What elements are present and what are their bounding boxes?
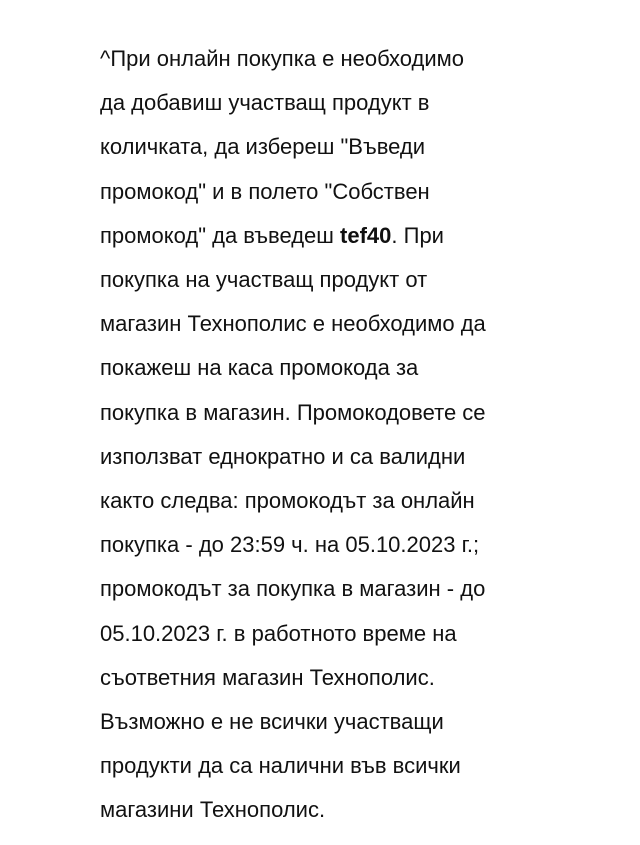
terms-line: магазини Технополис. (100, 797, 326, 823)
terms-text: промокод" да въведеш (100, 222, 341, 248)
terms-line: покупка в магазин. Промокодовете се (100, 399, 486, 425)
terms-line: използват еднократно и са валидни (100, 443, 466, 469)
terms-line: покупка на участващ продукт от (100, 267, 428, 293)
terms-line: да добавиш участващ продукт в (100, 90, 430, 116)
terms-line: както следва: промокодът за онлайн (100, 488, 475, 514)
terms-line: съответния магазин Технополис. (100, 664, 435, 690)
terms-line: покажеш на каса промокода за (100, 355, 419, 381)
terms-line-promo (100, 214, 540, 258)
promo-code: tef40 (340, 222, 392, 248)
terms-line: Възможно е не всички участващи (100, 709, 444, 735)
terms-line: количката, да избереш "Въведи (100, 134, 426, 160)
terms-line: промокод" и в полето "Собствен (100, 178, 430, 204)
terms-line: ^При онлайн покупка е необходимо (100, 46, 464, 71)
terms-text-block (100, 37, 540, 833)
terms-line: продукти да са налични във всички (100, 753, 461, 779)
terms-line: покупка - до 23:59 ч. на 05.10.2023 г.; (100, 532, 480, 558)
terms-line: промокодът за покупка в магазин - до (100, 576, 486, 602)
terms-line: 05.10.2023 г. в работното време на (100, 620, 457, 646)
terms-text: . При (391, 222, 444, 248)
terms-line: магазин Технополис е необходимо да (100, 311, 486, 337)
